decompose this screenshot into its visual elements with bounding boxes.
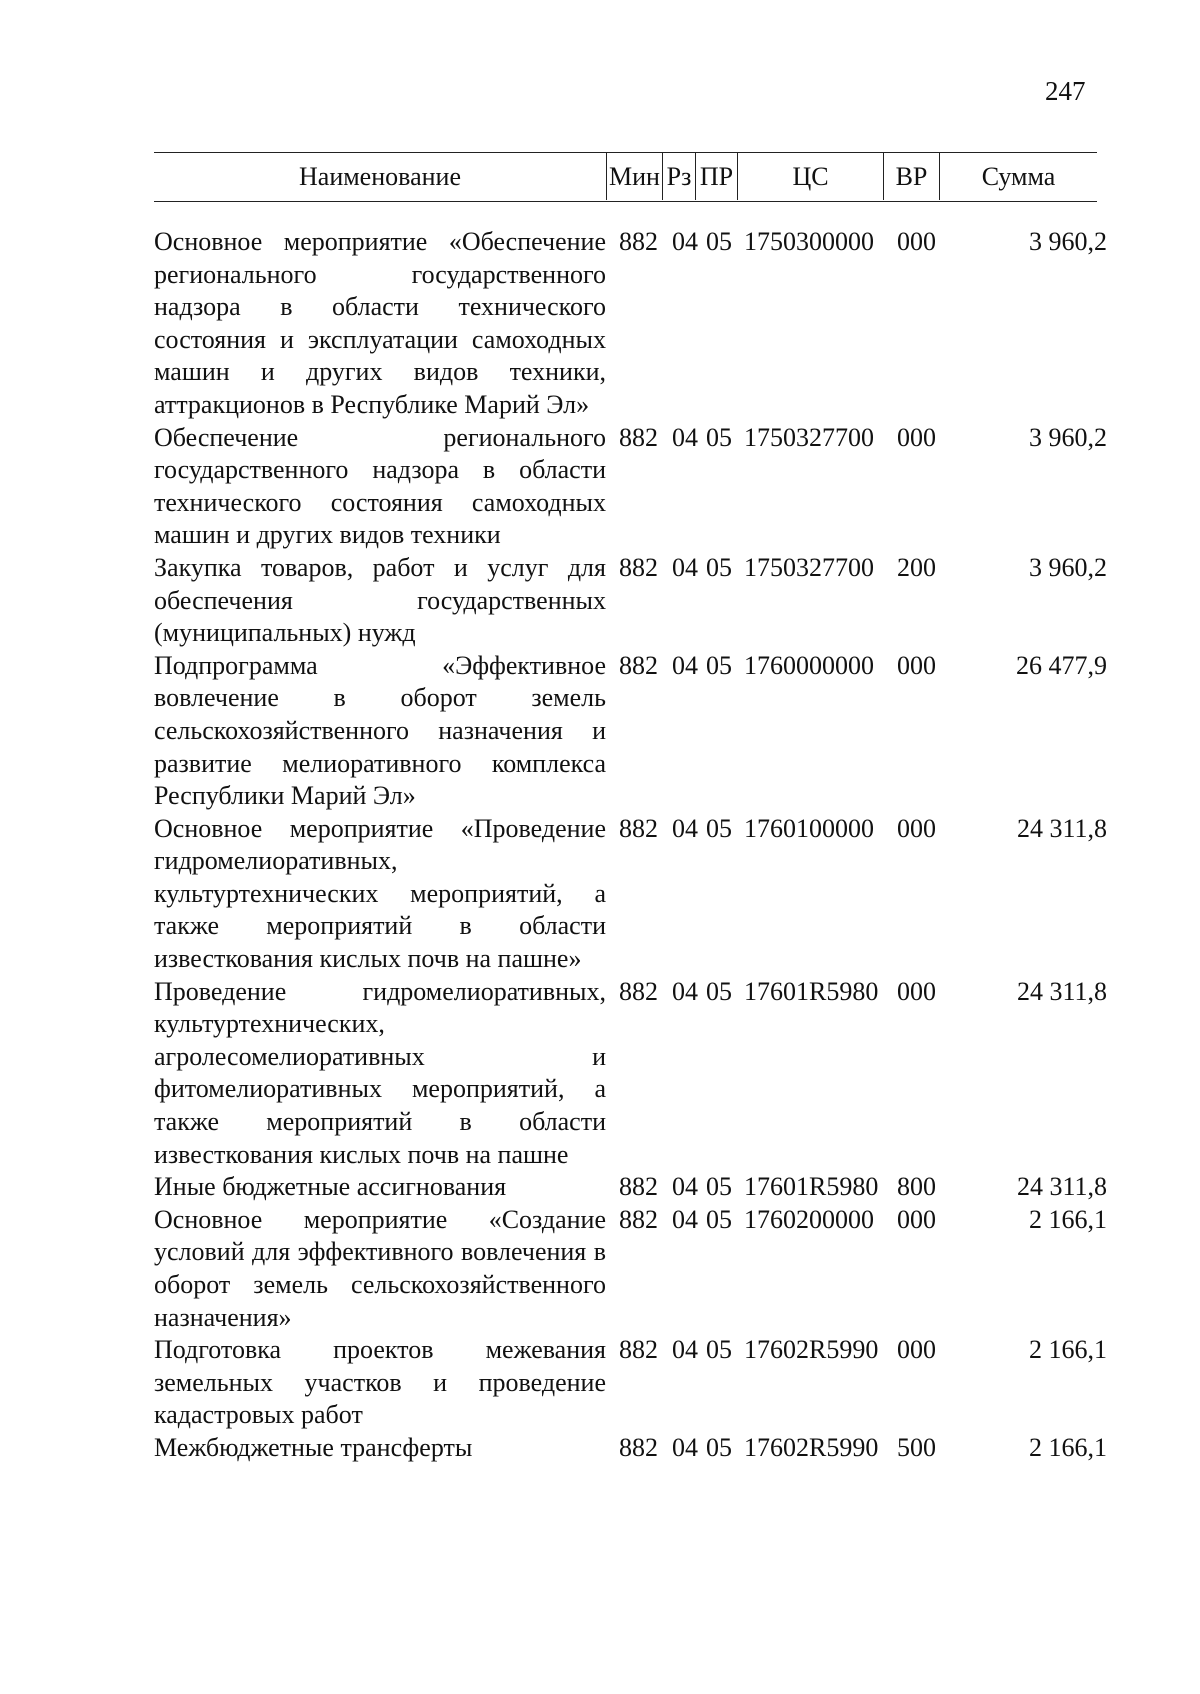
row-name: Закупка товаров, работ и услуг для обеспечения государственных (муниципальных) нужд (154, 552, 606, 648)
row-vr: 800 (897, 1172, 936, 1202)
row-name: Основное мероприятие «Проведение гидромелиоративных, культуртехнических мероприятий, а также мероприятий в области известкования кислых почв на пашне» (154, 813, 606, 974)
row-name: Межбюджетные трансферты (154, 1432, 473, 1462)
row-cs: 1750300000 (744, 227, 874, 256)
row-vr: 000 (897, 1204, 936, 1234)
header-vr: ВР (883, 153, 939, 200)
row-name: Основное мероприятие «Обеспечение регионального государственного надзора в области технического состояния и эксплуатации самоходных машин и других видов техники, аттракционов в Республике Марий Эл» (154, 227, 606, 419)
row-pr: 05 (706, 227, 732, 256)
header-rz: Рз (662, 153, 695, 200)
row-cs: 17602R5990 (744, 1432, 879, 1462)
header-sum: Сумма (939, 153, 1097, 200)
header-name: Наименование (299, 161, 461, 191)
row-sum: 2 166,1 (1029, 1432, 1107, 1462)
row-rz: 04 (672, 227, 698, 256)
row-cs: 1760100000 (744, 813, 874, 843)
row-rz: 04 (672, 650, 698, 680)
header-min: Мин (606, 153, 662, 200)
row-rz: 04 (672, 976, 698, 1006)
table-row (154, 1432, 1109, 1465)
table-header (154, 152, 1097, 202)
table-row (154, 1171, 1109, 1204)
row-vr: 000 (897, 813, 936, 843)
row-pr: 05 (706, 1204, 732, 1234)
row-sum: 3 960,2 (1029, 227, 1107, 256)
row-cs: 17602R5990 (744, 1335, 879, 1365)
table-row (154, 650, 1109, 813)
row-sum: 26 477,9 (1016, 650, 1107, 680)
header-pr: ПР (695, 153, 737, 200)
row-min: 882 (619, 1335, 658, 1365)
row-vr: 000 (897, 1335, 936, 1365)
table-row (154, 976, 1109, 1172)
row-min: 882 (619, 227, 658, 256)
row-cs: 1760000000 (744, 650, 874, 680)
row-vr: 000 (897, 650, 936, 680)
row-rz: 04 (672, 813, 698, 843)
table-row (154, 226, 1109, 422)
table-row (154, 1204, 1109, 1334)
row-name: Подготовка проектов межевания земельных участков и проведение кадастровых работ (154, 1335, 606, 1430)
row-pr: 05 (706, 422, 732, 452)
row-sum: 24 311,8 (1016, 813, 1107, 843)
row-min: 882 (619, 976, 658, 1006)
row-min: 882 (619, 422, 658, 452)
table-body (154, 226, 1109, 1465)
row-name: Обеспечение регионального государственного надзора в области технического состояния самоходных машин и других видов техники (154, 422, 606, 550)
row-pr: 05 (706, 1172, 732, 1202)
row-sum: 24 311,8 (1016, 1172, 1107, 1202)
row-name: Подпрограмма «Эффективное вовлечение в оборот земель сельскохозяйственного назначения и развитие мелиоративного комплекса Республики Марий Эл» (154, 650, 606, 811)
row-pr: 05 (706, 813, 732, 843)
header-cs: ЦС (737, 153, 883, 200)
table-row (154, 813, 1109, 976)
row-cs: 1750327700 (744, 552, 874, 582)
row-cs: 17601R5980 (744, 1172, 879, 1202)
table-row (154, 1334, 1109, 1432)
row-min: 882 (619, 552, 658, 582)
row-cs: 1750327700 (744, 422, 874, 452)
row-vr: 500 (897, 1432, 936, 1462)
row-vr: 000 (897, 976, 936, 1006)
row-name: Иные бюджетные ассигнования (154, 1172, 507, 1202)
row-rz: 04 (672, 1432, 698, 1462)
row-vr: 000 (897, 422, 936, 452)
row-rz: 04 (672, 1335, 698, 1365)
row-pr: 05 (706, 1432, 732, 1462)
row-cs: 17601R5980 (744, 976, 879, 1006)
row-cs: 1760200000 (744, 1204, 874, 1234)
page-number: 247 (1045, 76, 1086, 106)
row-sum: 2 166,1 (1029, 1335, 1107, 1365)
row-pr: 05 (706, 650, 732, 680)
row-sum: 2 166,1 (1029, 1204, 1107, 1234)
row-sum: 3 960,2 (1029, 552, 1107, 582)
row-rz: 04 (672, 1172, 698, 1202)
row-rz: 04 (672, 422, 698, 452)
row-min: 882 (619, 813, 658, 843)
row-min: 882 (619, 650, 658, 680)
row-pr: 05 (706, 976, 732, 1006)
row-min: 882 (619, 1204, 658, 1234)
row-min: 882 (619, 1172, 658, 1202)
row-sum: 3 960,2 (1029, 422, 1107, 452)
row-pr: 05 (706, 552, 732, 582)
table-row (154, 422, 1109, 552)
row-rz: 04 (672, 1204, 698, 1234)
row-vr: 000 (897, 227, 936, 256)
row-pr: 05 (706, 1335, 732, 1365)
table-row (154, 552, 1109, 650)
row-sum: 24 311,8 (1016, 976, 1107, 1006)
row-rz: 04 (672, 552, 698, 582)
row-min: 882 (619, 1432, 658, 1462)
row-name: Основное мероприятие «Создание условий для эффективного вовлечения в оборот земель сельскохозяйственного назначения» (154, 1204, 606, 1332)
row-vr: 200 (897, 552, 936, 582)
row-name: Проведение гидромелиоративных, культуртехнических, агролесомелиоративных и фитомелиоративных мероприятий, а также мероприятий в области известкования кислых почв на пашне (154, 976, 606, 1169)
